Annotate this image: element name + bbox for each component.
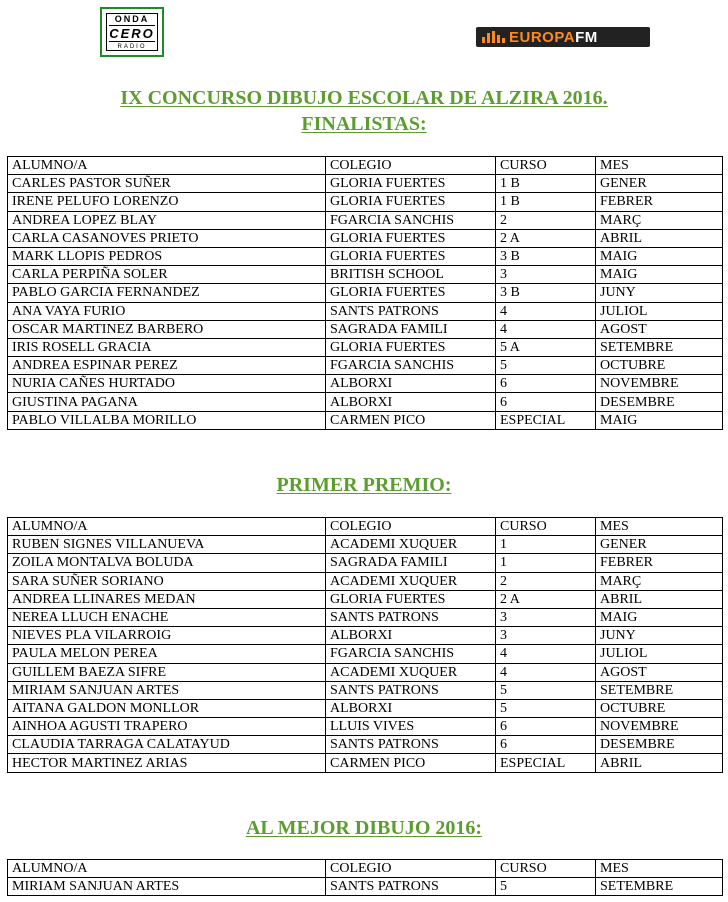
column-header-curso: CURSO: [496, 860, 596, 878]
table-row: [8, 375, 723, 393]
cell-mes: GENER: [596, 536, 723, 554]
cell-colegio: SANTS PATRONS: [326, 878, 496, 896]
cell-alumno: ANDREA ESPINAR PEREZ: [8, 357, 326, 375]
cell-alumno: SARA SUÑER SORIANO: [8, 572, 326, 590]
table-row: [8, 193, 723, 211]
cell-curso: 1: [496, 554, 596, 572]
cell-curso: 6: [496, 375, 596, 393]
cell-curso: 1 B: [496, 175, 596, 193]
onda-cero-logo-line2: CERO: [109, 26, 155, 41]
cell-alumno: MIRIAM SANJUAN ARTES: [8, 878, 326, 896]
cell-colegio: ALBORXI: [326, 375, 496, 393]
cell-colegio: SANTS PATRONS: [326, 608, 496, 626]
cell-curso: 5: [496, 699, 596, 717]
cell-curso: 2 A: [496, 229, 596, 247]
cell-alumno: OSCAR MARTINEZ BARBERO: [8, 320, 326, 338]
column-header-alumno: ALUMNO/A: [8, 157, 326, 175]
column-header-colegio: COLEGIO: [326, 518, 496, 536]
cell-mes: ABRIL: [596, 754, 723, 772]
cell-curso: 3: [496, 266, 596, 284]
cell-colegio: ALBORXI: [326, 699, 496, 717]
cell-alumno: ZOILA MONTALVA BOLUDA: [8, 554, 326, 572]
cell-alumno: IRENE PELUFO LORENZO: [8, 193, 326, 211]
column-header-colegio: COLEGIO: [326, 860, 496, 878]
cell-curso: 5 A: [496, 338, 596, 356]
table-row: [8, 554, 723, 572]
column-header-curso: CURSO: [496, 157, 596, 175]
cell-alumno: MIRIAM SANJUAN ARTES: [8, 681, 326, 699]
cell-colegio: ACADEMI XUQUER: [326, 663, 496, 681]
cell-alumno: CLAUDIA TARRAGA CALATAYUD: [8, 736, 326, 754]
table-row: [8, 320, 723, 338]
cell-curso: 6: [496, 736, 596, 754]
cell-mes: NOVEMBRE: [596, 375, 723, 393]
cell-curso: ESPECIAL: [496, 411, 596, 429]
cell-mes: JULIOL: [596, 302, 723, 320]
finalistas-heading-text: FINALISTAS:: [301, 113, 427, 135]
cell-curso: 5: [496, 878, 596, 896]
cell-mes: GENER: [596, 175, 723, 193]
cell-alumno: CARLA PERPIÑA SOLER: [8, 266, 326, 284]
cell-mes: MAIG: [596, 247, 723, 265]
cell-mes: MAIG: [596, 411, 723, 429]
table-row: [8, 211, 723, 229]
cell-curso: 3 B: [496, 247, 596, 265]
cell-mes: SETEMBRE: [596, 681, 723, 699]
cell-mes: AGOST: [596, 663, 723, 681]
cell-alumno: ANA VAYA FURIO: [8, 302, 326, 320]
cell-mes: OCTUBRE: [596, 357, 723, 375]
table-row: [8, 645, 723, 663]
cell-colegio: LLUIS VIVES: [326, 718, 496, 736]
cell-colegio: FGARCIA SANCHIS: [326, 357, 496, 375]
table-row: [8, 736, 723, 754]
primer-premio-table: [7, 517, 723, 773]
cell-alumno: PABLO GARCIA FERNANDEZ: [8, 284, 326, 302]
cell-curso: 2 A: [496, 590, 596, 608]
cell-curso: 6: [496, 718, 596, 736]
cell-curso: 3: [496, 627, 596, 645]
cell-curso: 1: [496, 536, 596, 554]
table-row: [8, 266, 723, 284]
cell-alumno: AINHOA AGUSTI TRAPERO: [8, 718, 326, 736]
cell-colegio: SANTS PATRONS: [326, 681, 496, 699]
mejor-dibujo-heading-text: AL MEJOR DIBUJO 2016:: [245, 817, 483, 839]
cell-curso: 3 B: [496, 284, 596, 302]
finalistas-table: [7, 156, 723, 430]
cell-alumno: ANDREA LOPEZ BLAY: [8, 211, 326, 229]
table-row: [8, 681, 723, 699]
cell-colegio: BRITISH SCHOOL: [326, 266, 496, 284]
cell-colegio: GLORIA FUERTES: [326, 193, 496, 211]
cell-mes: DESEMBRE: [596, 736, 723, 754]
table-row: [8, 572, 723, 590]
cell-curso: 5: [496, 681, 596, 699]
cell-alumno: MARK LLOPIS PEDROS: [8, 247, 326, 265]
equalizer-icon: [482, 31, 505, 43]
primer-premio-heading-text: PRIMER PREMIO:: [276, 474, 452, 496]
cell-colegio: CARMEN PICO: [326, 411, 496, 429]
cell-curso: 6: [496, 393, 596, 411]
cell-mes: AGOST: [596, 320, 723, 338]
cell-mes: FEBRER: [596, 193, 723, 211]
cell-colegio: SANTS PATRONS: [326, 736, 496, 754]
cell-mes: MAIG: [596, 608, 723, 626]
table-row: [8, 229, 723, 247]
table-row: [8, 699, 723, 717]
cell-alumno: PABLO VILLALBA MORILLO: [8, 411, 326, 429]
cell-alumno: NEREA LLUCH ENACHE: [8, 608, 326, 626]
cell-alumno: PAULA MELON PEREA: [8, 645, 326, 663]
table-row: [8, 338, 723, 356]
table-header-row: [8, 157, 723, 175]
column-header-mes: MES: [596, 860, 723, 878]
column-header-curso: CURSO: [496, 518, 596, 536]
cell-curso: 2: [496, 572, 596, 590]
table-row: [8, 411, 723, 429]
onda-cero-logo-line1: ONDA: [114, 14, 150, 24]
finalistas-heading: [0, 112, 728, 137]
table-row: [8, 393, 723, 411]
cell-mes: JUNY: [596, 284, 723, 302]
cell-colegio: SAGRADA FAMILI: [326, 320, 496, 338]
cell-colegio: CARMEN PICO: [326, 754, 496, 772]
cell-alumno: NIEVES PLA VILARROIG: [8, 627, 326, 645]
table-row: [8, 608, 723, 626]
cell-alumno: NURIA CAÑES HURTADO: [8, 375, 326, 393]
cell-alumno: GUILLEM BAEZA SIFRE: [8, 663, 326, 681]
cell-mes: SETEMBRE: [596, 878, 723, 896]
europa-fm-logo-text: EUROPAFM: [509, 28, 598, 46]
europa-fm-logo: [476, 27, 650, 47]
cell-curso: 1 B: [496, 193, 596, 211]
cell-colegio: SANTS PATRONS: [326, 302, 496, 320]
cell-curso: 4: [496, 645, 596, 663]
cell-mes: JULIOL: [596, 645, 723, 663]
cell-colegio: ALBORXI: [326, 627, 496, 645]
page-title-line1: IX CONCURSO DIBUJO ESCOLAR DE ALZIRA 2016.: [120, 87, 608, 109]
cell-alumno: GIUSTINA PAGANA: [8, 393, 326, 411]
mejor-dibujo-heading: [0, 816, 728, 841]
cell-alumno: HECTOR MARTINEZ ARIAS: [8, 754, 326, 772]
table-row: [8, 284, 723, 302]
cell-mes: MARÇ: [596, 211, 723, 229]
cell-curso: 5: [496, 357, 596, 375]
table-row: [8, 663, 723, 681]
cell-mes: OCTUBRE: [596, 699, 723, 717]
cell-curso: 4: [496, 663, 596, 681]
table-row: [8, 590, 723, 608]
cell-mes: MARÇ: [596, 572, 723, 590]
cell-mes: MAIG: [596, 266, 723, 284]
cell-mes: NOVEMBRE: [596, 718, 723, 736]
cell-colegio: GLORIA FUERTES: [326, 284, 496, 302]
onda-cero-logo: [100, 7, 164, 57]
table-header-row: [8, 860, 723, 878]
cell-alumno: ANDREA LLINARES MEDAN: [8, 590, 326, 608]
cell-colegio: FGARCIA SANCHIS: [326, 211, 496, 229]
cell-alumno: CARLES PASTOR SUÑER: [8, 175, 326, 193]
cell-curso: ESPECIAL: [496, 754, 596, 772]
table-row: [8, 718, 723, 736]
cell-mes: FEBRER: [596, 554, 723, 572]
cell-colegio: ALBORXI: [326, 393, 496, 411]
cell-colegio: GLORIA FUERTES: [326, 229, 496, 247]
cell-colegio: GLORIA FUERTES: [326, 338, 496, 356]
page-title: [0, 86, 728, 111]
column-header-colegio: COLEGIO: [326, 157, 496, 175]
table-row: [8, 357, 723, 375]
cell-curso: 3: [496, 608, 596, 626]
table-row: [8, 175, 723, 193]
cell-colegio: SAGRADA FAMILI: [326, 554, 496, 572]
cell-mes: DESEMBRE: [596, 393, 723, 411]
cell-curso: 4: [496, 302, 596, 320]
cell-colegio: FGARCIA SANCHIS: [326, 645, 496, 663]
cell-colegio: GLORIA FUERTES: [326, 590, 496, 608]
cell-alumno: IRIS ROSELL GRACIA: [8, 338, 326, 356]
table-row: [8, 302, 723, 320]
cell-mes: ABRIL: [596, 590, 723, 608]
column-header-mes: MES: [596, 518, 723, 536]
cell-mes: JUNY: [596, 627, 723, 645]
cell-alumno: RUBEN SIGNES VILLANUEVA: [8, 536, 326, 554]
cell-alumno: CARLA CASANOVES PRIETO: [8, 229, 326, 247]
column-header-alumno: ALUMNO/A: [8, 518, 326, 536]
cell-colegio: GLORIA FUERTES: [326, 247, 496, 265]
cell-mes: ABRIL: [596, 229, 723, 247]
table-row: [8, 878, 723, 896]
cell-mes: SETEMBRE: [596, 338, 723, 356]
table-row: [8, 627, 723, 645]
table-row: [8, 536, 723, 554]
column-header-mes: MES: [596, 157, 723, 175]
cell-curso: 2: [496, 211, 596, 229]
cell-curso: 4: [496, 320, 596, 338]
cell-colegio: GLORIA FUERTES: [326, 175, 496, 193]
onda-cero-logo-line3: RADIO: [117, 44, 147, 50]
cell-colegio: ACADEMI XUQUER: [326, 572, 496, 590]
column-header-alumno: ALUMNO/A: [8, 860, 326, 878]
table-row: [8, 754, 723, 772]
table-row: [8, 247, 723, 265]
mejor-dibujo-table: [7, 859, 723, 896]
cell-alumno: AITANA GALDON MONLLOR: [8, 699, 326, 717]
cell-colegio: ACADEMI XUQUER: [326, 536, 496, 554]
table-header-row: [8, 518, 723, 536]
primer-premio-heading: [0, 473, 728, 498]
